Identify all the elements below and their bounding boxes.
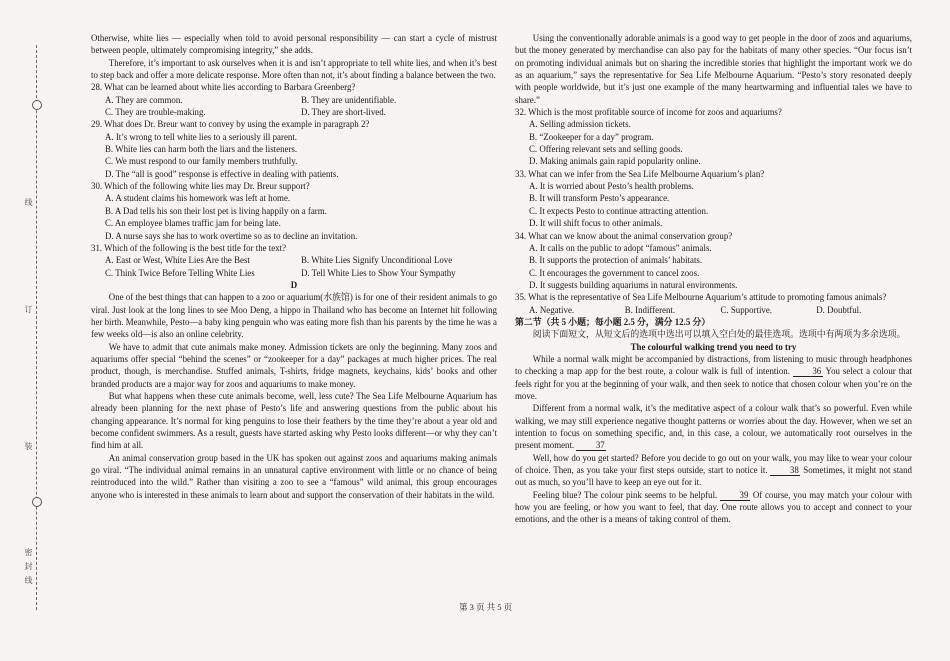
question-stem: 32. Which is the most profitable source of income for zoos and aquariums? xyxy=(515,107,782,118)
passage-d-paragraph-4: An animal conservation group based in the UK has spoken out against zoos and aquariums making animals go viral. “The individual animal remains in an unnatural captive environment with little or no chance of being reintroduced into the wild.” Rather than visiting a zoo to see a “famous” wild animal, this group encourages anyone who is interested in these animals to learn about and support the conservation of their habitats in the wild. xyxy=(91,452,497,500)
section-2-heading: 第二节（共 5 小题；每小题 2.5 分，满分 12.5 分） xyxy=(515,316,711,327)
passage-d-paragraph-2: We have to admit that cute animals make money. Admission tickets are only the beginning. Many zoos and aquariums offer special “behind the scenes” or “zookeeper for a day” packages at much higher prices. The real product, though, is merchandise. Stuffed animals, T-shirts, fridge magnets, keychains, kids’ books and other branded products are a major way for zoos and aquariums to make money. xyxy=(91,341,497,389)
option-b: B. They are unidentifiable. xyxy=(301,94,397,105)
option-a: A. A student claims his homework was left at home. xyxy=(105,193,291,204)
option-a: A. It calls on the public to adopt “famous” animals. xyxy=(529,242,712,253)
question-34 xyxy=(515,230,912,292)
left-column xyxy=(91,33,497,501)
option-b: B. White lies can harm both the liars and the listeners. xyxy=(105,144,298,155)
binding-mark: 封 xyxy=(24,562,33,570)
option-d: D. A nurse says she has to work overtime so as to decline an invitation. xyxy=(105,230,358,241)
option-c: C. Think Twice Before Telling White Lies xyxy=(105,267,255,278)
option-a: A. Negative. xyxy=(529,304,575,315)
question-stem: 28. What can be learned about white lies according to Barbara Greenberg? xyxy=(91,82,356,93)
gap-paragraph-4 xyxy=(515,489,912,526)
option-d: D. It suggests building aquariums in natural environments. xyxy=(529,279,738,290)
question-30 xyxy=(91,180,497,242)
option-d: D. They are short-lived. xyxy=(301,107,386,118)
option-d: D. Making animals gain rapid popularity online. xyxy=(529,156,701,167)
question-stem: 29. What does Dr. Breur want to convey by using the example in paragraph 2? xyxy=(91,119,370,130)
gap-paragraph-2 xyxy=(515,402,912,451)
binding-hole xyxy=(32,497,42,507)
section-d-heading: D xyxy=(290,279,298,290)
option-c: C. Supportive. xyxy=(720,304,773,315)
text: Different from a normal walk, it’s the meditative aspect of a colour walk that’s so powerful. Even while walking, we may still experience negative thought patterns or worries about the day. However, when we set an intention to focus on something specific, and, in this case, a colour, we automatically root ourselves in the present moment. xyxy=(515,403,912,451)
option-d: D. Tell White Lies to Show Your Sympathy xyxy=(301,267,456,278)
binding-hole xyxy=(32,100,42,110)
blank-36[interactable]: 36 xyxy=(793,366,823,377)
option-a: A. East or West, White Lies Are the Best xyxy=(105,255,250,266)
gap-paragraph-1 xyxy=(515,353,912,402)
question-stem: 35. What is the representative of Sea Life Melbourne Aquarium’s attitude to promoting famous animals? xyxy=(515,292,887,303)
binding-mark: 密 xyxy=(24,548,33,556)
option-a: A. They are common. xyxy=(105,94,183,105)
question-stem: 31. Which of the following is the best title for the text? xyxy=(91,242,287,253)
option-a: A. Selling admission tickets. xyxy=(529,119,631,130)
text: Of course, you may match your colour with how you are feeling, or how you want to feel, that day. One route allows you to accept and connect to your emotions, and the other is a means of taking control of them. xyxy=(515,489,912,525)
binding-mark: 装 xyxy=(24,442,33,450)
option-c: C. An employee blames traffic jam for being late. xyxy=(105,218,281,229)
binding-mark: 订 xyxy=(24,305,33,313)
option-c: C. It encourages the government to cancel zoos. xyxy=(529,267,700,278)
text: Feeling blue? The colour pink seems to be helpful. xyxy=(532,489,721,500)
option-c: C. They are trouble-making. xyxy=(105,107,206,118)
question-31 xyxy=(91,242,497,279)
blank-39[interactable]: 39 xyxy=(720,490,750,501)
binding-mark: 线 xyxy=(24,198,33,206)
option-a: A. It is worried about Pesto’s health problems. xyxy=(529,181,694,192)
question-stem: 33. What can we infer from the Sea Life Melbourne Aquarium’s plan? xyxy=(515,168,765,179)
binding-margin xyxy=(0,0,80,661)
option-b: B. Indifferent. xyxy=(624,304,676,315)
passage-d-paragraph-3: But what happens when these cute animals become, well, less cute? The Sea Life Melbourne Aquarium has already been planning for the next phase of Pesto’s life and answering questions from the public about his changing appearance. It’s normal for king penguins to lose their feathers by the time they’re about a year old and become confident swimmers. As a result, guests have started asking why Pesto looks different—or why they can’t find him at all. xyxy=(91,390,497,451)
option-b: B. It supports the protection of animals’ habitats. xyxy=(529,255,703,266)
binding-mark: 线 xyxy=(24,576,33,584)
gap-paragraph-3 xyxy=(515,452,912,489)
passage-d-paragraph-1: One of the best things that can happen to a zoo or aquarium(水族馆) is for one of their resident animals to go viral. Just look at the long lines to see Moo Deng, a hippo in Thailand who has become an Internet hit following her birth. Meanwhile, Pesto—a baby king penguin who was eating more fish than his parents by the time he was a few weeks old—is also an online celebrity. xyxy=(91,292,497,340)
binding-dashed-line xyxy=(36,45,37,610)
option-b: B. “Zookeeper for a day” program. xyxy=(529,131,654,142)
blank-37[interactable]: 37 xyxy=(576,440,606,451)
option-b: B. A Dad tells his son their lost pet is living happily on a farm. xyxy=(105,205,327,216)
option-c: C. We must respond to our family members truthfully. xyxy=(105,156,298,167)
question-stem: 30. Which of the following white lies may Dr. Breur support? xyxy=(91,181,310,192)
text: You select a colour that feels right for you at the beginning of your walk, and then seek to notice that chosen colour when you’re on the move. xyxy=(515,366,913,401)
paragraph-continued: Otherwise, white lies — especially when told to avoid personal responsibility — can start a cycle of mistrust between people, ultimately compromising integrity,” she adds. xyxy=(91,33,497,56)
option-d: D. The “all is good” response is effective in dealing with patients. xyxy=(105,168,339,179)
passage-d-paragraph-5: Using the conventionally adorable animals is a good way to get people in the door of zoos and aquariums, but the money generated by merchandise can also pay for the habitats of many other species. “Our focus isn’t on promoting individual animals but on sharing the incredible stories that highlight the important work we do as an aquarium,” says the representative for Sea Life Melbourne Aquarium. “Pesto’s story resonated deeply with people worldwide, but it’s just one example of the many heartwarming and influential tales we have to share.” xyxy=(515,33,912,105)
question-33 xyxy=(515,168,912,230)
text: Sometimes, it might not stand out as much, so you’ll have to keep an eye out for it. xyxy=(515,465,912,488)
page-number: 第 3 页 共 5 页 xyxy=(459,602,513,612)
option-d: D. Doubtful. xyxy=(816,304,862,315)
right-column xyxy=(515,33,913,526)
option-c: C. It expects Pesto to continue attracting attention. xyxy=(529,205,709,216)
text: Well, how do you get started? Before you decide to go out on your walk, you may like to wear your colour of choice. Then, as you take your first steps outside, start to notice it. xyxy=(515,452,912,476)
question-35 xyxy=(515,291,912,316)
passage-title: The colourful walking trend you need to try xyxy=(630,341,797,352)
section-2-instructions: 阅读下面短文，从短文后的选项中选出可以填入空白处的最佳选项。选项中有两项为多余选项。 xyxy=(532,329,906,340)
question-stem: 34. What can we know about the animal conservation group? xyxy=(515,230,733,241)
question-28 xyxy=(91,81,497,118)
option-b: B. It will transform Pesto’s appearance. xyxy=(529,193,670,204)
text: While a normal walk might be accompanied by distractions, from listening to music through headphones to checking a map app for the best route, a colour walk is full of intention. xyxy=(515,353,912,377)
option-a: A. It’s wrong to tell white lies to a seriously ill parent. xyxy=(105,131,298,142)
paragraph-therefore: Therefore, it’s important to ask ourselves when it is and isn’t appropriate to tell white lies, and when it’s best to step back and offer a more delicate response. More often than not, it’s about finding a balance between the two. xyxy=(91,57,497,81)
option-d: D. It will shift focus to other animals. xyxy=(529,218,663,229)
question-29 xyxy=(91,118,497,180)
option-c: C. Offering relevant sets and selling goods. xyxy=(529,144,683,155)
blank-38[interactable]: 38 xyxy=(770,465,800,476)
question-32 xyxy=(515,106,912,168)
option-b: B. White Lies Signify Unconditional Love xyxy=(301,255,453,266)
